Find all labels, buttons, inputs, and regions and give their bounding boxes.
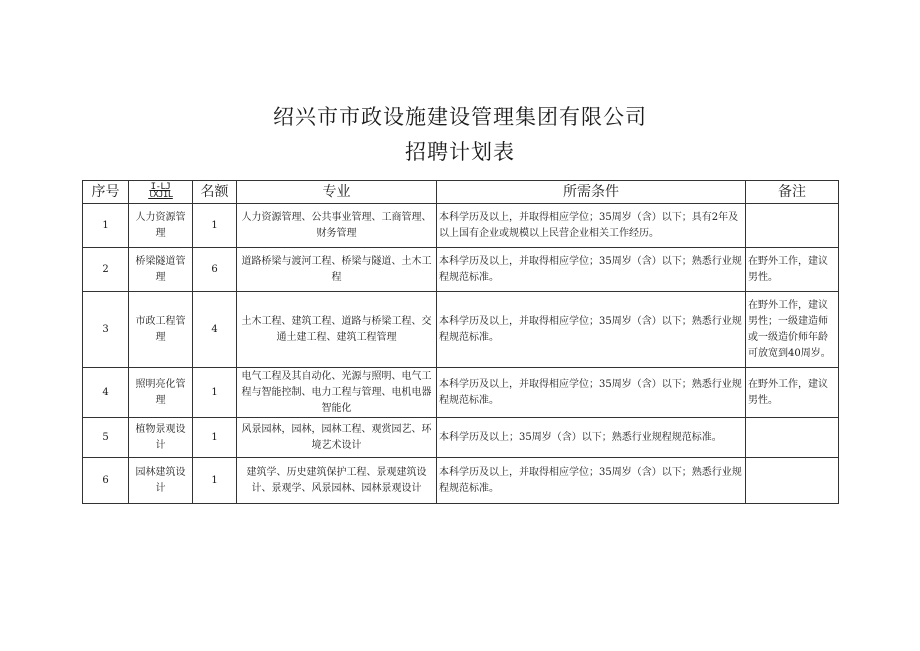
row-notes bbox=[746, 418, 839, 458]
row-count: 1 bbox=[193, 458, 237, 504]
row-requirements: 本科学历及以上，并取得相应学位；35周岁（含）以下；熟悉行业规程规范标准。 bbox=[437, 248, 746, 292]
recruitment-plan-table bbox=[82, 180, 839, 504]
row-major: 土木工程、建筑工程、道路与桥梁工程、交通土建工程、建筑工程管理 bbox=[237, 292, 437, 368]
table-row bbox=[83, 248, 839, 292]
row-notes: 在野外工作，建议男性。 bbox=[746, 248, 839, 292]
table-header-row bbox=[83, 181, 839, 204]
row-seq: 5 bbox=[83, 418, 129, 458]
row-major: 风景园林，园林，园林工程、观赏园艺、环境艺术设计 bbox=[237, 418, 437, 458]
row-notes: 在野外工作，建议男性。 bbox=[746, 368, 839, 418]
position-header-glyph: I-LJ lXJIL bbox=[148, 182, 173, 200]
row-requirements: 本科学历及以上，并取得相应学位；35周岁（含）以下；熟悉行业规程规范标准。 bbox=[437, 368, 746, 418]
column-header-position bbox=[129, 181, 193, 204]
row-position: 桥梁隧道管理 bbox=[129, 248, 193, 292]
row-count: 4 bbox=[193, 292, 237, 368]
row-requirements: 本科学历及以上，并取得相应学位；35周岁（含）以下；具有2年及以上国有企业或规模以上民营企业相关工作经历。 bbox=[437, 204, 746, 248]
row-count: 1 bbox=[193, 204, 237, 248]
row-seq: 4 bbox=[83, 368, 129, 418]
row-seq: 2 bbox=[83, 248, 129, 292]
row-count: 1 bbox=[193, 368, 237, 418]
table-row bbox=[83, 204, 839, 248]
table-row bbox=[83, 418, 839, 458]
column-header-seq: 序号 bbox=[83, 181, 129, 204]
row-major: 建筑学、历史建筑保护工程、景观建筑设计、景观学、风景园林、园林景观设计 bbox=[237, 458, 437, 504]
row-seq: 3 bbox=[83, 292, 129, 368]
row-count: 1 bbox=[193, 418, 237, 458]
row-notes: 在野外工作，建议男性；一级建造师或一级造价师年龄可放宽到40周岁。 bbox=[746, 292, 839, 368]
document-subtitle: 招聘计划表 bbox=[405, 140, 515, 164]
document-title: 绍兴市市政设施建设管理集团有限公司 bbox=[273, 105, 647, 129]
row-position: 园林建筑设计 bbox=[129, 458, 193, 504]
column-header-requirements: 所需条件 bbox=[437, 181, 746, 204]
row-notes bbox=[746, 204, 839, 248]
row-requirements: 本科学历及以上，并取得相应学位；35周岁（含）以下；熟悉行业规程规范标准。 bbox=[437, 458, 746, 504]
column-header-notes: 备注 bbox=[746, 181, 839, 204]
row-major: 道路桥梁与渡河工程、桥梁与隧道、土木工程 bbox=[237, 248, 437, 292]
row-notes bbox=[746, 458, 839, 504]
row-seq: 6 bbox=[83, 458, 129, 504]
row-requirements: 本科学历及以上；35周岁（含）以下；熟悉行业规程规范标准。 bbox=[437, 418, 746, 458]
table-row bbox=[83, 368, 839, 418]
column-header-count: 名额 bbox=[193, 181, 237, 204]
row-position: 人力资源管理 bbox=[129, 204, 193, 248]
row-major: 电气工程及其自动化、光源与照明、电气工程与智能控制、电力工程与管理、电机电器智能化 bbox=[237, 368, 437, 418]
row-count: 6 bbox=[193, 248, 237, 292]
table-row bbox=[83, 458, 839, 504]
row-position: 照明亮化管理 bbox=[129, 368, 193, 418]
row-position: 市政工程管理 bbox=[129, 292, 193, 368]
row-position: 植物景观设计 bbox=[129, 418, 193, 458]
row-requirements: 本科学历及以上，并取得相应学位；35周岁（含）以下；熟悉行业规程规范标准。 bbox=[437, 292, 746, 368]
row-major: 人力资源管理、公共事业管理、工商管理、财务管理 bbox=[237, 204, 437, 248]
column-header-major: 专业 bbox=[237, 181, 437, 204]
table-row bbox=[83, 292, 839, 368]
row-seq: 1 bbox=[83, 204, 129, 248]
